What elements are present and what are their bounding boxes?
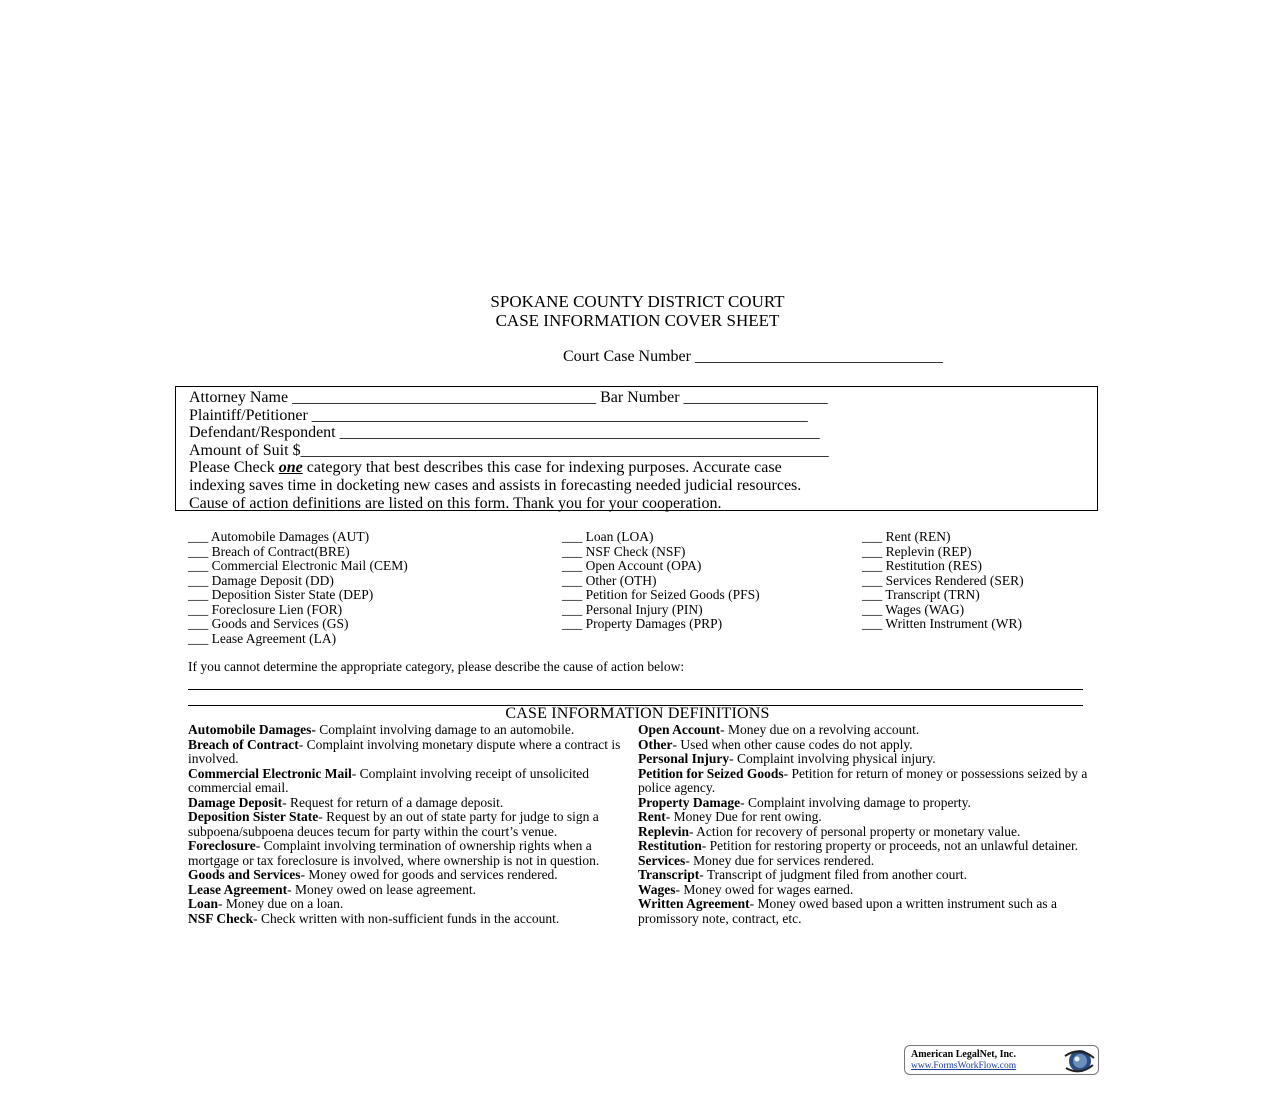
category-option[interactable]: ___ Rent (REN): [862, 529, 951, 544]
definition-term: Wages: [638, 881, 676, 897]
definition-text: - Complaint involving physical injury.: [729, 751, 936, 766]
logo-name: American LegalNet, Inc.: [911, 1049, 1016, 1060]
case-info-box: [175, 386, 1098, 511]
category-option[interactable]: ___ Foreclosure Lien (FOR): [188, 601, 343, 617]
definition-term: Loan: [188, 896, 219, 911]
definition-entry: [188, 868, 628, 883]
instruction-line-3: Cause of action definitions are listed on this form. Thank you for your cooperation.: [189, 495, 722, 512]
attorney-name-field[interactable]: Attorney Name ______________________________________ Bar Number __________________: [189, 389, 828, 406]
definition-entry: [638, 767, 1088, 796]
definition-text: - Money Due for rent owing.: [665, 809, 822, 824]
category-option[interactable]: ___ Loan (LOA): [562, 529, 654, 544]
definition-entry: [638, 810, 1088, 825]
definition-term: Written Agreement: [638, 896, 750, 911]
logo-url-link[interactable]: www.FormsWorkFlow.com: [911, 1061, 1017, 1071]
describe-line-1[interactable]: [188, 689, 1083, 690]
category-option[interactable]: ___ Other (OTH): [562, 572, 657, 588]
definition-term: Lease Agreement: [188, 881, 288, 897]
category-option[interactable]: ___ Restitution (RES): [862, 558, 983, 573]
category-option[interactable]: ___ Wages (WAG): [862, 601, 965, 617]
definition-text: - Used when other cause codes do not apply.: [672, 736, 913, 752]
definition-term: Automobile Damages-: [188, 722, 316, 737]
definition-text: - Money due on a revolving account.: [720, 722, 920, 737]
definition-term: Replevin: [638, 823, 690, 839]
definition-entry: [188, 810, 628, 839]
definition-entry: [638, 839, 1088, 854]
plaintiff-field[interactable]: Plaintiff/Petitioner ______________________________________________________________: [189, 407, 808, 424]
category-column-1: [188, 530, 408, 646]
court-title: SPOKANE COUNTY DISTRICT COURT: [490, 292, 785, 311]
definition-term: Personal Injury: [638, 751, 730, 766]
definition-entry: [188, 796, 628, 811]
definition-entry: [188, 883, 628, 898]
category-option[interactable]: ___ Damage Deposit (DD): [188, 572, 334, 588]
definition-term: Breach of Contract: [188, 736, 299, 752]
category-option[interactable]: ___ Written Instrument (WR): [862, 616, 1023, 631]
definition-entry: [188, 723, 628, 738]
definition-entry: [638, 738, 1088, 753]
globe-icon: [1061, 1048, 1095, 1074]
category-option[interactable]: ___ Personal Injury (PIN): [562, 601, 703, 617]
definition-entry: [188, 897, 628, 912]
instruction-line-1: [189, 459, 782, 476]
definition-text: - Money owed based upon a written instrument such as a promissory note, contract, etc.: [638, 896, 1058, 926]
category-column-2: [562, 530, 760, 632]
definition-text: - Action for recovery of personal property or monetary value.: [689, 823, 1021, 839]
court-case-number-field[interactable]: Court Case Number _______________________________: [563, 348, 943, 365]
category-option[interactable]: ___ Transcript (TRN): [862, 587, 980, 602]
amount-of-suit-field[interactable]: Amount of Suit $__________________________________________________________________: [189, 442, 829, 459]
definition-entry: [188, 839, 628, 868]
definition-term: NSF Check: [188, 910, 254, 926]
definition-text: - Money due for services rendered.: [685, 852, 875, 868]
definition-term: Damage Deposit: [188, 794, 283, 810]
definition-text: - Money owed on lease agreement.: [287, 881, 477, 897]
category-option[interactable]: ___ Petition for Seized Goods (PFS): [562, 587, 760, 602]
instruction-after: category that best describes this case for indexing purposes. Accurate case: [302, 459, 782, 476]
form-title: CASE INFORMATION COVER SHEET: [495, 311, 780, 330]
definitions-left-column: [188, 723, 628, 926]
category-column-3: [862, 530, 1024, 632]
category-option[interactable]: ___ Deposition Sister State (DEP): [188, 587, 374, 602]
category-option[interactable]: ___ Goods and Services (GS): [188, 616, 349, 631]
definition-text: - Complaint involving termination of ownership rights when a mortgage or tax foreclosure is involved, where ownership is not in question.: [188, 838, 600, 868]
category-option[interactable]: ___ Replevin (REP): [862, 543, 972, 559]
describe-prompt: If you cannot determine the appropriate category, please describe the cause of action below:: [188, 659, 685, 674]
definition-entry: [188, 738, 628, 767]
definition-text: - Petition for restoring property or proceeds, not an unlawful detainer.: [701, 838, 1079, 853]
instruction-before: Please Check: [189, 459, 279, 476]
definition-entry: [638, 868, 1088, 883]
definition-text: - Request by an out of state party for judge to sign a subpoena/subpoena deuces tecum for party within the court’s venue.: [188, 809, 599, 839]
definition-term: Commercial Electronic Mail: [188, 765, 352, 781]
definition-entry: [638, 752, 1088, 767]
definition-text: - Request for return of a damage deposit.: [282, 794, 504, 810]
definition-text: Complaint involving damage to an automobile.: [315, 722, 575, 737]
definition-entry: [638, 796, 1088, 811]
definition-entry: [638, 883, 1088, 898]
definition-text: - Complaint involving monetary dispute where a contract is involved.: [188, 736, 621, 766]
definition-term: Services: [638, 852, 686, 868]
definition-entry: [638, 723, 1088, 738]
definition-text: - Transcript of judgment filed from another court.: [699, 867, 967, 882]
category-option[interactable]: ___ Automobile Damages (AUT): [188, 529, 370, 544]
definition-term: Petition for Seized Goods: [638, 765, 784, 781]
definition-text: - Money owed for goods and services rendered.: [300, 867, 558, 882]
category-option[interactable]: ___ Services Rendered (SER): [862, 572, 1024, 588]
american-legalnet-logo[interactable]: [904, 1045, 1099, 1075]
instruction-emphasis: one: [278, 459, 303, 476]
category-option[interactable]: ___ Lease Agreement (LA): [188, 630, 337, 646]
definition-text: - Money due on a loan.: [218, 896, 344, 911]
definition-term: Foreclosure: [188, 838, 256, 853]
category-option[interactable]: ___ NSF Check (NSF): [562, 543, 686, 559]
category-option[interactable]: ___ Commercial Electronic Mail (CEM): [188, 558, 408, 573]
definition-term: Restitution: [638, 838, 702, 853]
definition-term: Other: [638, 736, 673, 752]
definition-term: Rent: [638, 809, 666, 824]
definition-entry: [188, 767, 628, 796]
definition-entry: [638, 854, 1088, 869]
definition-term: Deposition Sister State: [188, 809, 319, 824]
category-option[interactable]: ___ Open Account (OPA): [562, 558, 702, 573]
definition-text: - Money owed for wages earned.: [675, 881, 854, 897]
definition-term: Property Damage: [638, 794, 741, 810]
definition-entry: [638, 825, 1088, 840]
definition-term: Open Account: [638, 722, 721, 737]
category-option[interactable]: ___ Breach of Contract(BRE): [188, 543, 350, 559]
instruction-line-2: indexing saves time in docketing new cases and assists in forecasting needed judicial resources.: [189, 477, 802, 494]
definition-text: - Check written with non-sufficient funds in the account.: [253, 910, 560, 926]
definition-term: Transcript: [638, 867, 700, 882]
definition-text: - Complaint involving damage to property.: [740, 794, 971, 810]
defendant-field[interactable]: Defendant/Respondent ____________________________________________________________: [189, 424, 820, 441]
definition-term: Goods and Services: [188, 867, 301, 882]
definition-entry: [188, 912, 628, 927]
category-option[interactable]: ___ Property Damages (PRP): [562, 616, 723, 631]
definition-text: - Complaint involving receipt of unsolicited commercial email.: [188, 765, 590, 795]
definitions-right-column: [638, 723, 1088, 926]
definition-entry: [638, 897, 1088, 926]
definitions-title: CASE INFORMATION DEFINITIONS: [505, 705, 770, 722]
definition-text: - Petition for return of money or possessions seized by a police agency.: [638, 765, 1088, 795]
